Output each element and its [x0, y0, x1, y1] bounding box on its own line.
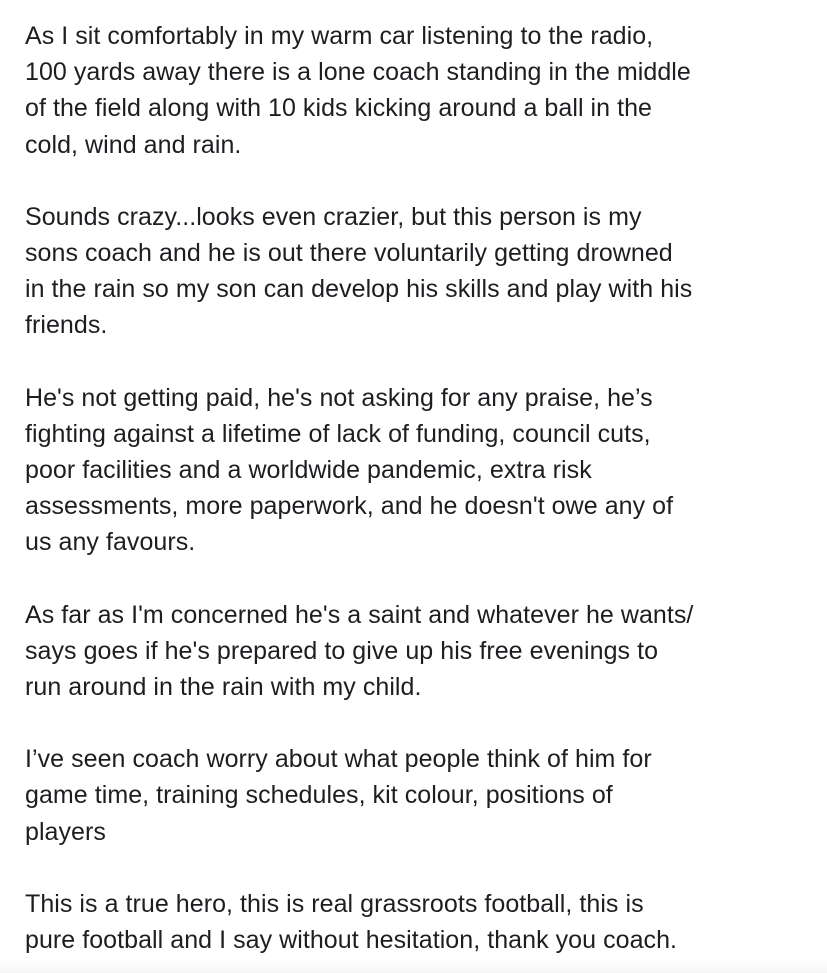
bottom-edge [0, 959, 827, 973]
post-paragraph-4: As far as I'm concerned he's a saint and whatever he wants/ says goes if he's prepared to give up his free evenings to run around in the rain with my child. [25, 600, 694, 702]
post-paragraph-3: He's not getting paid, he's not asking for any praise, he’s fighting against a lifetime of lack of funding, council cuts, poor facilities and a worldwide pandemic, extra risk assessments, more paperwork, and he doesn't owe any of us any favours. [25, 383, 674, 557]
post-paragraph-6: This is a true hero, this is real grassroots football, this is pure football and I say without hesitation, thank you coach. [25, 889, 678, 955]
post-paragraph-2: Sounds crazy...looks even crazier, but this person is my sons coach and he is out there voluntarily getting drowned in the rain so my son can develop his skills and play with his friends. [25, 202, 693, 340]
post-paragraph-1: As I sit comfortably in my warm car listening to the radio, 100 yards away there is a lone coach standing in the middle of the field along with 10 kids kicking around a ball in the cold, wind and rain. [25, 22, 691, 159]
post-body [25, 18, 825, 958]
post-paragraph-5: I’ve seen coach worry about what people think of him for game time, training schedules, kit colour, positions of players [25, 745, 652, 846]
